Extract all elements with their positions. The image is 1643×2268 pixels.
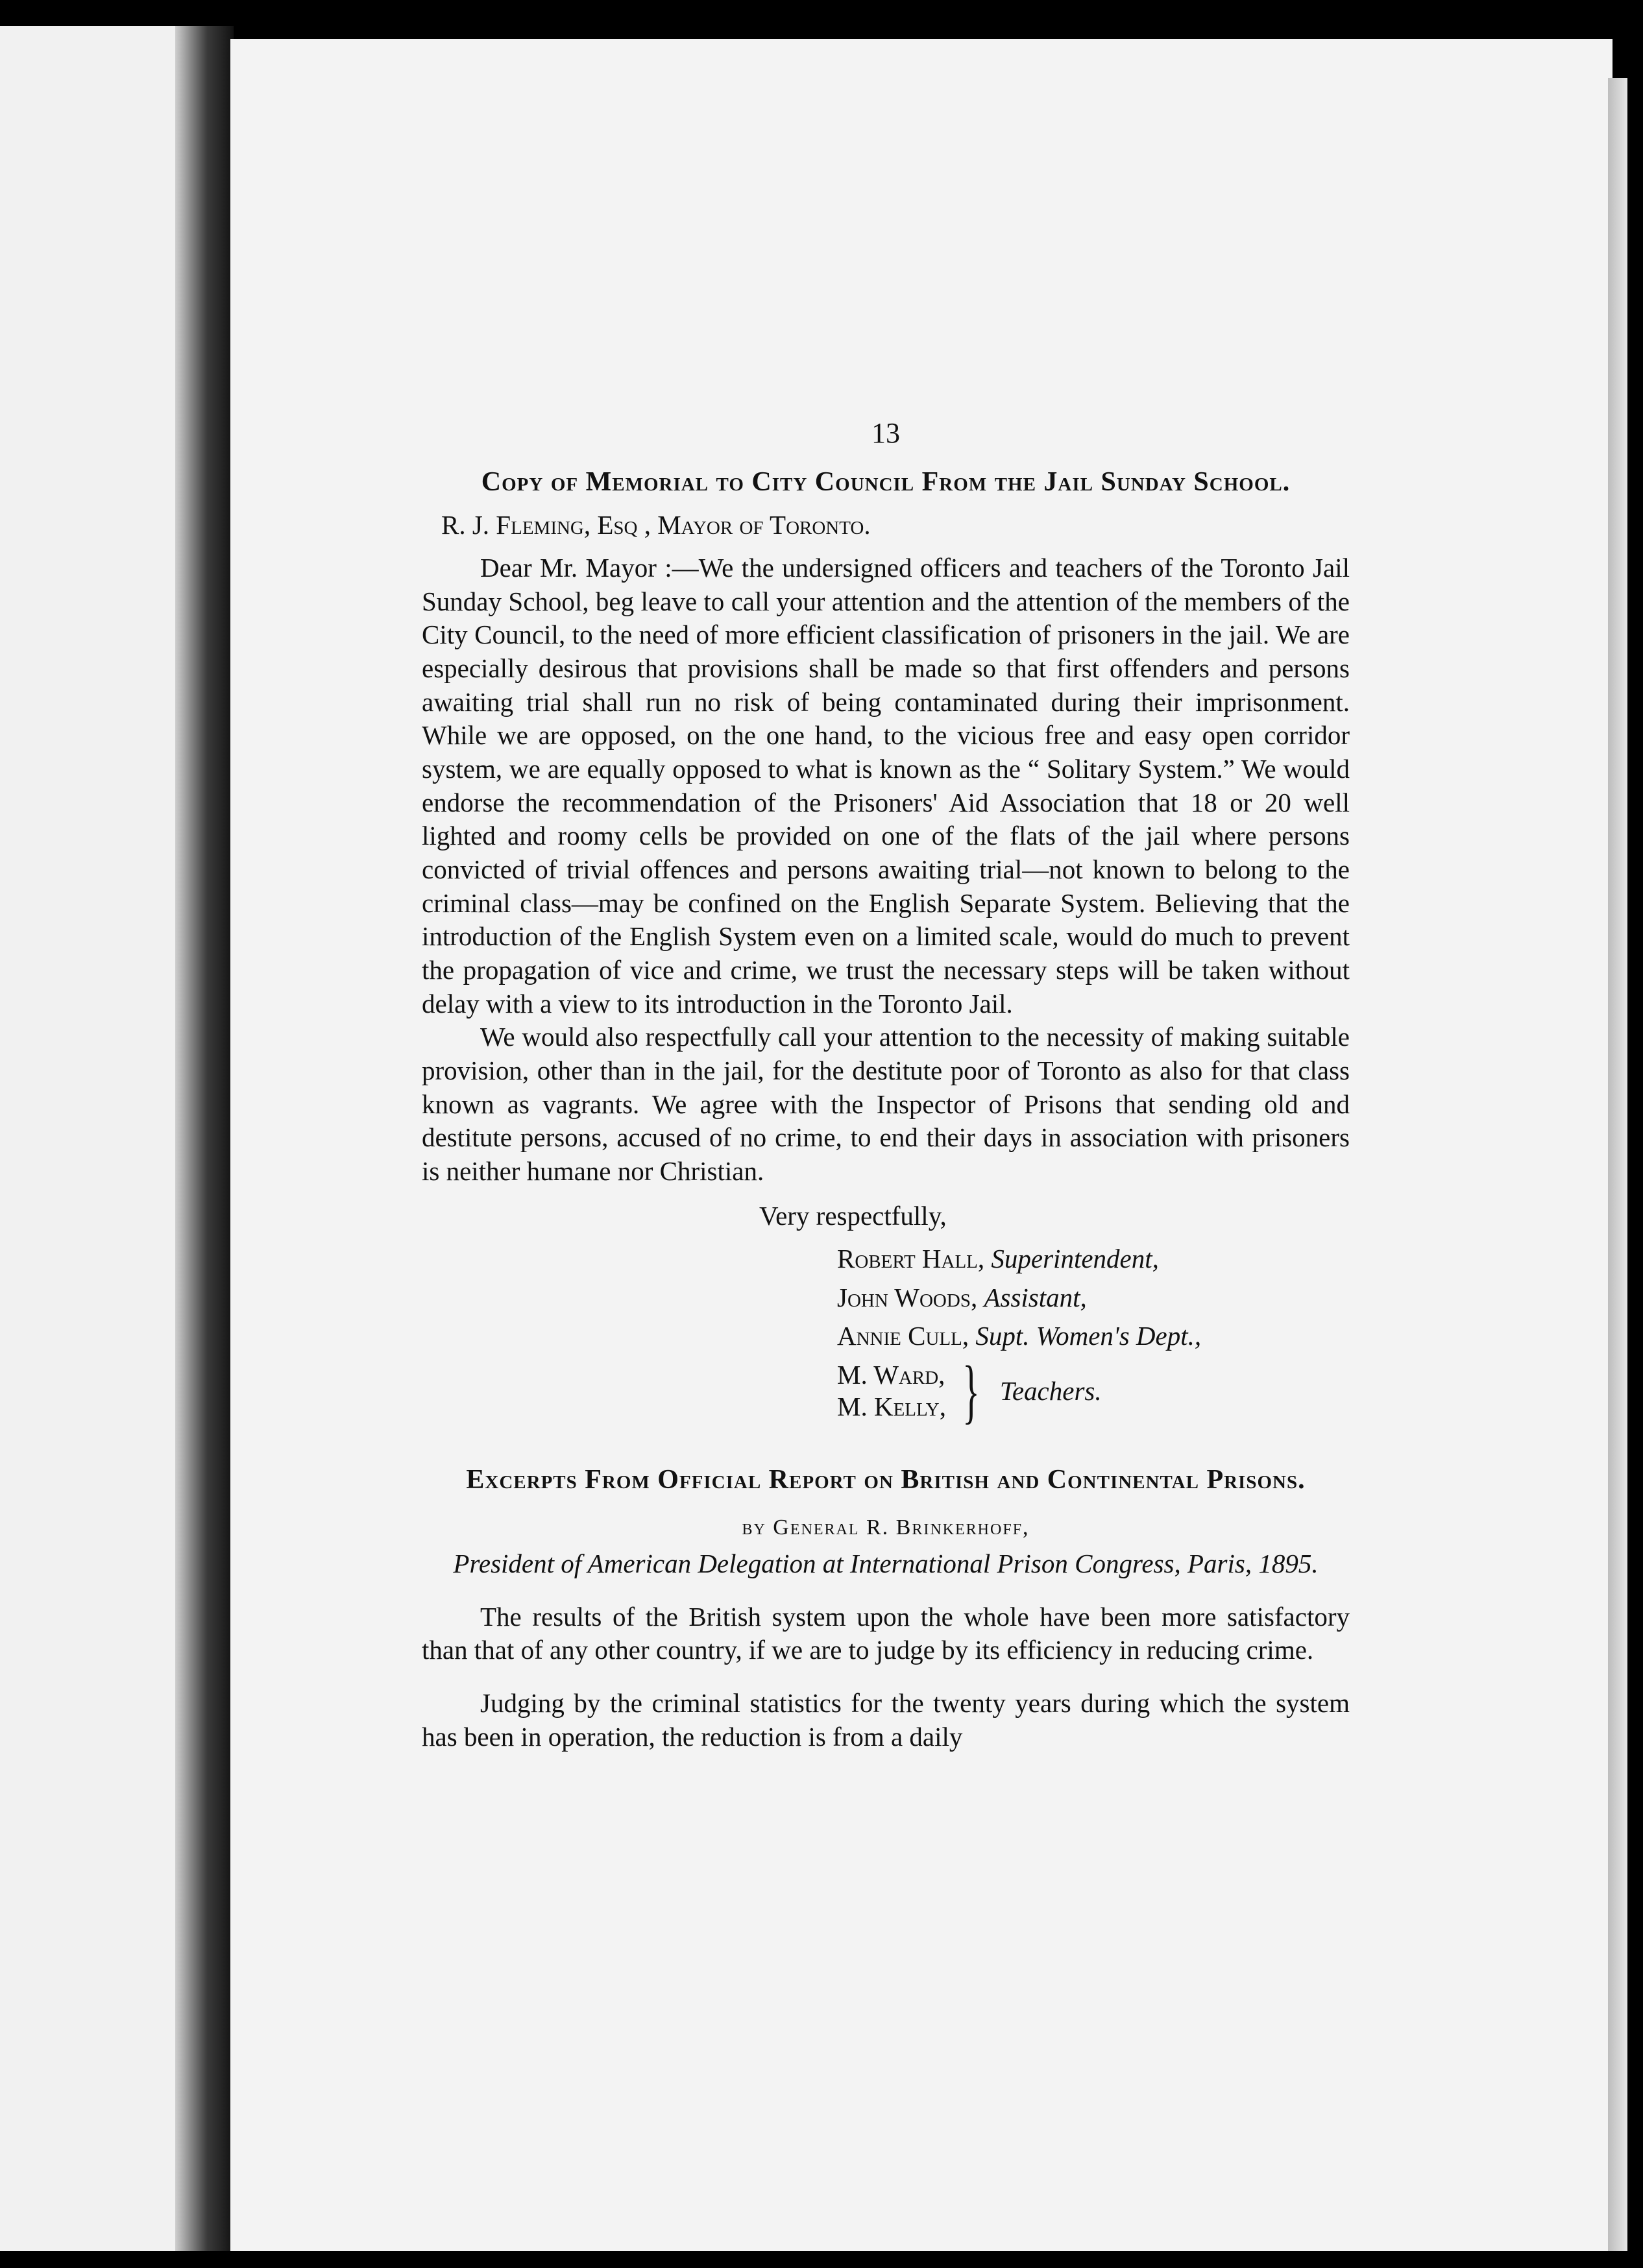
teachers-role: Teachers. <box>999 1375 1102 1406</box>
signatory-2 <box>837 1279 1350 1317</box>
signatory-1 <box>837 1240 1350 1278</box>
memorial-paragraph-2: We would also respectfully call your attention to the necessity of making suitable provision, other than in the jail, for the destitute poor of Toronto as also for that class known as vagrants. We agree with the Inspector of Prisons that sending old and destitute persons, accused of no crime, to end their days in association with prisoners is neither humane nor Christian. <box>422 1022 1350 1186</box>
teacher-names <box>837 1359 946 1423</box>
signatory-role: Superintendent, <box>991 1244 1159 1274</box>
excerpts-heading: Excerpts From Official Report on British and Continental Prisons. <box>466 1465 1306 1495</box>
teacher-name: M. Ward, <box>837 1360 945 1390</box>
closing-line: Very respectfully, <box>759 1201 947 1231</box>
memorial-heading: Copy of Memorial to City Council From the Jail Sunday School. <box>481 467 1291 498</box>
teacher-name: M. Kelly, <box>837 1392 946 1422</box>
teachers-group <box>837 1351 1350 1431</box>
excerpts-delegation: President of American Delegation at International Prison Congress, Paris, 1895. <box>453 1549 1319 1579</box>
excerpts-paragraph-2: Judging by the criminal statistics for the twenty years during which the system has been in operation, the reduction is from a daily <box>422 1688 1350 1752</box>
facing-page-edge <box>0 26 195 2251</box>
signatory-3 <box>837 1317 1350 1355</box>
excerpts-paragraph-1: The results of the British system upon the whole have been more satisfactory than that of any other country, if we are to judge by its efficiency in reducing crime. <box>422 1601 1350 1665</box>
signatory-name: Robert Hall, <box>837 1244 985 1274</box>
page-text <box>422 415 1350 1754</box>
signatory-role: Supt. Women's Dept., <box>975 1321 1202 1351</box>
signature-block <box>837 1240 1350 1431</box>
excerpts-section <box>422 1463 1350 1754</box>
memorial-salutation: R. J. Fleming, Esq , Mayor of Toronto. <box>441 510 871 540</box>
brace-glyph: } <box>962 1351 980 1431</box>
page-number: 13 <box>871 417 900 449</box>
signatory-role: Assistant, <box>984 1282 1087 1312</box>
excerpts-byline: by General R. Brinkerhoff, <box>742 1515 1030 1540</box>
binding-gutter <box>175 26 234 2251</box>
signatory-name: Annie Cull, <box>837 1321 969 1351</box>
signatory-name: John Woods, <box>837 1282 978 1312</box>
memorial-paragraph-1: Dear Mr. Mayor :—We the undersigned officers and teachers of the Toronto Jail Sunday School, beg leave to call your attention and the attention of the members of the City Council, to the need of more efficient classification of prisoners in the jail. We are especially desirous that provisions shall be made so that first offenders and persons awaiting trial shall run no risk of being contaminated during their imprisonment. While we are opposed, on the one hand, to the vicious free and easy open corridor system, we are equally opposed to what is known as the “ Solitary System.” We would endorse the recommendation of the Prisoners' Aid Association that 18 or 20 well lighted and roomy cells be provided on one of the flats of the jail where persons convicted of trivial offences and persons awaiting trial—not known to belong to the criminal class—may be confined on the English Separate System. Believing that the introduction of the English System even on a limited scale, would do much to prevent the propagation of vice and crime, we trust the necessary steps will be taken without delay with a view to its introduction in the Toronto Jail. <box>422 553 1350 1019</box>
page-edge-strip <box>1608 78 1627 2251</box>
